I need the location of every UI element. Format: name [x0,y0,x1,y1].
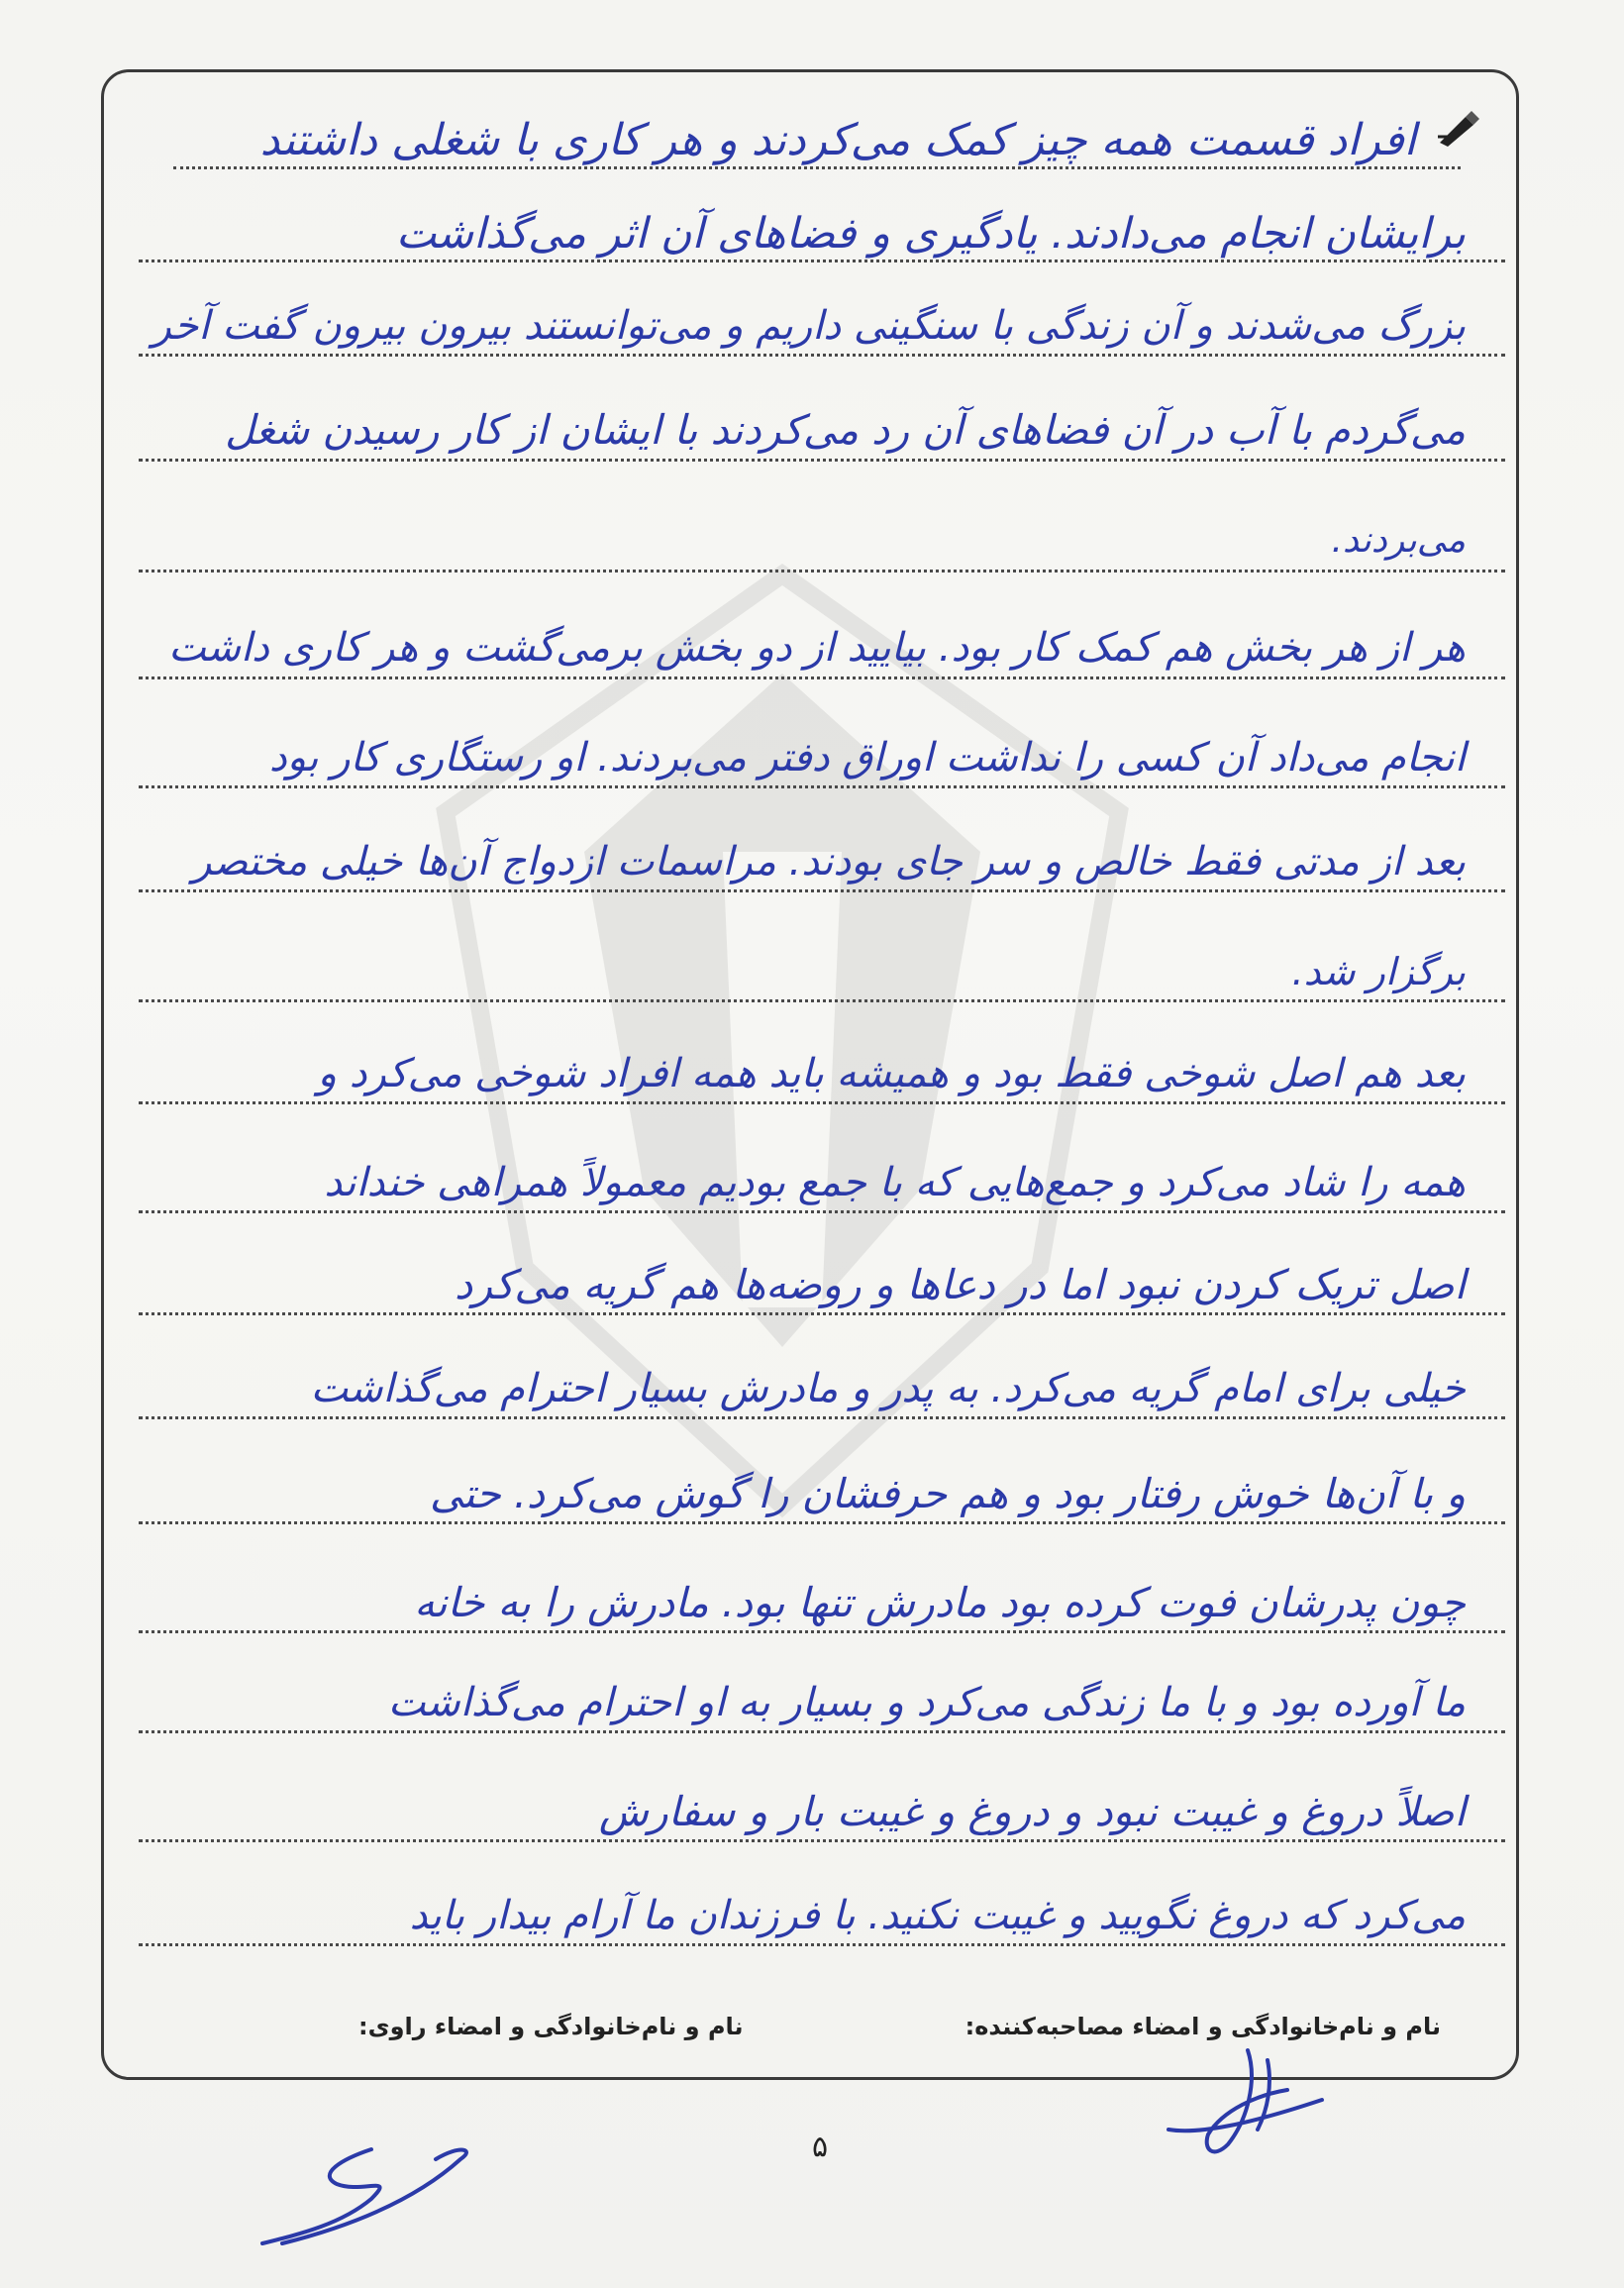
ruled-line [139,1210,1505,1213]
handwritten-line: ما آورده بود و با ما زندگی می‌کرد و بسیار به او احترام می‌گذاشت [387,1680,1466,1725]
ruled-line [139,1630,1505,1633]
ruled-line [139,999,1505,1002]
narrator-signature-label: نام و نام‌خانوادگی و امضاء راوی: [358,2013,744,2040]
ruled-line [139,889,1505,892]
handwritten-line: اصلاً دروغ و غیبت نبود و دروغ و غیبت بار و سفارش [598,1788,1466,1835]
handwritten-line: می‌بردند. [1331,520,1466,561]
ruled-line [139,1839,1505,1842]
handwritten-line: می‌گردم با آب در آن فضاهای آن رد می‌کردند با ایشان از کار رسیدن شغل [225,406,1466,454]
ruled-line [139,1101,1505,1104]
interviewer-signature [1109,2040,1357,2169]
handwritten-line: برایشان انجام می‌دادند. یادگیری و فضاهای آن اثر می‌گذاشت [395,209,1466,259]
handwritten-line: می‌کرد که دروغ نگویید و غیبت نکنید. با فرزندان ما آرام بیدار باید [409,1893,1466,1938]
ruled-line [139,1730,1505,1733]
narrator-signature [223,2130,520,2258]
handwritten-line: برگزار شد. [1291,950,1466,993]
handwritten-line: هر از هر بخش هم کمک کار بود. بیایید از دو بخش برمی‌گشت و هر کاری داشت [168,625,1466,671]
ruled-line [139,1416,1505,1419]
ruled-line [139,260,1505,262]
handwritten-line: چون پدرشان فوت کرده بود مادرش تنها بود. مادرش را به خانه [414,1579,1466,1626]
interviewer-signature-label: نام و نام‌خانوادگی و امضاء مصاحبه‌کننده: [964,2013,1441,2040]
handwritten-line: خیلی برای امام گریه می‌کرد. به پدر و مادرش بسیار احترام می‌گذاشت [310,1366,1466,1411]
ruled-line [139,676,1505,679]
handwritten-line: بعد هم اصل شوخی فقط بود و همیشه باید همه افراد شوخی می‌کرد و [317,1051,1466,1096]
ruled-line [139,785,1505,788]
handwritten-line: همه را شاد می‌کرد و جمع‌هایی که با جمع بودیم معمولاً همراهی خنداند [324,1160,1466,1205]
ruled-line [139,459,1505,462]
ruled-line [139,354,1505,357]
ruled-line [139,570,1505,572]
handwritten-line: بزرگ می‌شدند و آن زندگی با سنگینی داریم و می‌توانستند بیرون بیرون گفت آخر [152,303,1466,349]
page-number: ۵ [811,2130,829,2164]
handwritten-line: انجام می‌داد آن کسی را نداشت اوراق دفتر می‌بردند. او رستگاری کار بود [268,735,1466,780]
handwritten-line: بعد از مدتی فقط خالص و سر جای بودند. مراسمات ازدواج آن‌ها خیلی مختصر [192,839,1466,884]
handwritten-line: افراد قسمت همه چیز کمک می‌کردند و هر کاری با شغلی داشتند [259,115,1416,165]
ruled-line [139,1312,1505,1315]
handwritten-line: اصل تریک کردن نبود اما در دعاها و روضه‌ها هم گریه می‌کرد [455,1261,1466,1308]
ruled-line [139,1521,1505,1524]
handwritten-line: و با آن‌ها خوش رفتار بود و هم حرفشان را گوش می‌کرد. حتی [429,1470,1466,1517]
ruled-line [173,166,1461,169]
ruled-line [139,1943,1505,1946]
